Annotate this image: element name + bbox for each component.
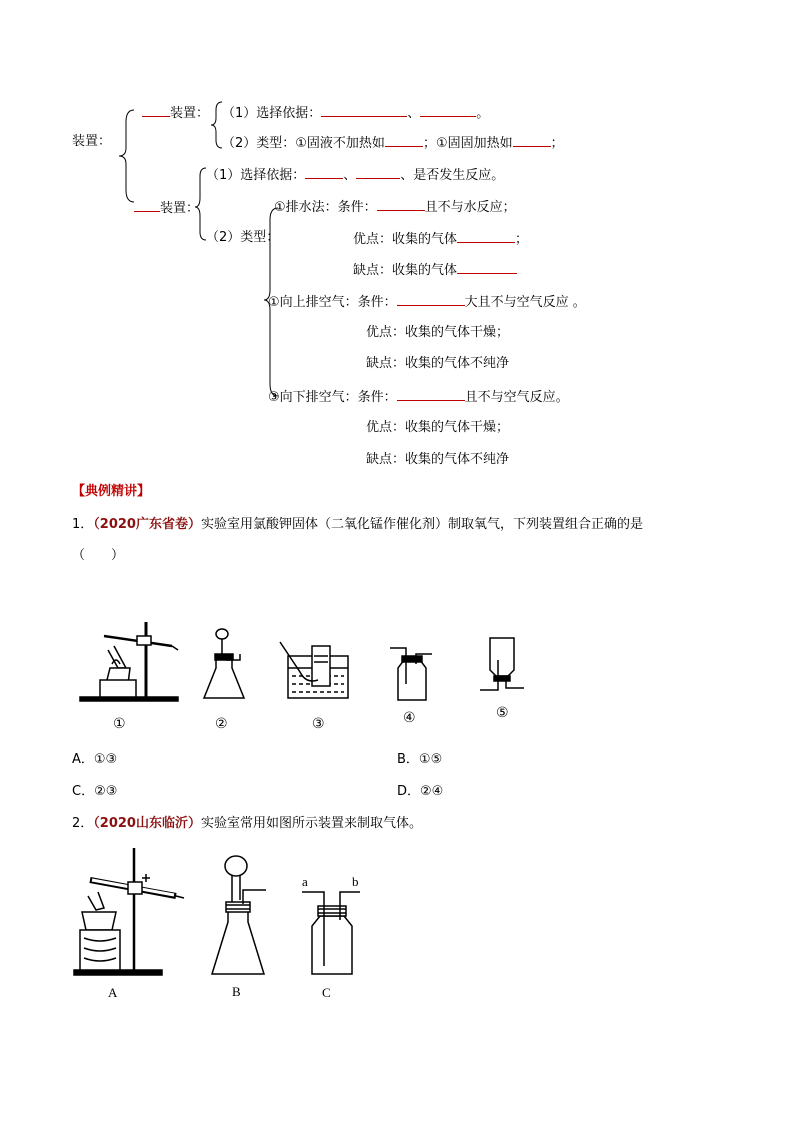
method2-row [268,293,586,311]
gen-types-row [222,134,564,152]
q1-option-c[interactable]: C．②③ [72,784,118,799]
blank[interactable] [397,388,465,401]
method3-adv: 优点：收集的气体干燥； [366,420,510,435]
outline-root-label: 装置： [72,134,112,149]
adv-label: 优点：收集的气体 [353,232,458,247]
q2-number: 2． [72,816,94,831]
q2-source: （2020山东临沂） [93,816,201,831]
blank[interactable] [457,261,517,274]
method1-dis [353,261,517,279]
method2-tail: 大且不与空气反应 。 [464,295,586,310]
end-mark: ； [550,136,564,151]
gen-device-label: 装置： [170,106,210,121]
q1-fig-label-5: ⑤ [496,705,509,721]
blank[interactable] [305,166,343,179]
q1-fig-label-2: ② [215,716,228,732]
q2-figA-heating-apparatus [74,848,184,975]
q1-text: 实验室用氯酸钾固体（二氧化锰作催化剂）制取氧气，下列装置组合正确的是 [200,517,643,532]
blank[interactable] [134,199,160,212]
q2-fig-label-B: B [232,984,241,999]
q1-fig5-inverted-bottle [480,638,524,690]
q2-figB-conical-flask [212,856,266,974]
sep: ； [422,136,436,151]
col-basis-row [206,166,504,184]
q1-option-a[interactable]: A．①③ [72,752,118,767]
method1-row [274,198,516,216]
col-device-row [134,199,199,217]
section-title: 【典例精讲】 [72,484,151,499]
q1-fig-label-3: ③ [312,716,325,732]
blank[interactable] [385,134,423,147]
blank[interactable] [513,134,551,147]
sep: 、 [343,168,357,183]
method1-adv [353,230,528,248]
blank[interactable] [420,104,476,117]
q1-number: 1． [72,517,94,532]
col-device-label: 装置： [160,201,200,216]
method1-tail: 且不与水反应； [424,200,516,215]
col-basis-label: （1）选择依据： [206,168,306,183]
q2-figC-gas-bottle [302,892,360,974]
blank[interactable] [457,230,515,243]
col-types-label: （2）类型： [206,230,280,245]
q2-tube-label-b: b [352,874,359,889]
method2-label: ①向上排空气：条件： [268,295,397,310]
q2-text: 实验室常用如图所示装置来制取气体。 [200,816,422,831]
sep: 、 [407,106,421,121]
q1-stem [72,517,643,533]
blank[interactable] [356,166,400,179]
q2-fig-label-C: C [322,985,331,1000]
q2-stem [72,816,422,832]
gen-basis-row [222,104,489,122]
method1-label: ①排水法：条件： [274,200,377,215]
blank[interactable] [377,198,425,211]
blank[interactable] [142,104,170,117]
q1-option-b[interactable]: B．①⑤ [397,752,443,767]
q2-fig-label-A: A [108,985,118,1000]
col-basis-tail: 、是否发生反应。 [400,168,505,183]
gen-type1: ①固液不加热如 [295,136,385,151]
method3-tail: 且不与空气反应。 [464,390,569,405]
gen-basis-label: （1）选择依据： [222,106,322,121]
method2-dis: 缺点：收集的气体不纯净 [366,356,510,371]
q1-fig-label-4: ④ [403,710,416,726]
q2-tube-label-a: a [302,874,308,889]
end-mark: ； [515,232,529,247]
dis-label: 缺点：收集的气体 [353,263,458,278]
method2-adv: 优点：收集的气体干燥； [366,325,510,340]
q1-option-d[interactable]: D．②④ [397,784,444,799]
blank[interactable] [397,293,465,306]
q1-source: （2020广东省卷） [93,517,201,532]
blank[interactable] [321,104,407,117]
q1-fig2-conical-flask [204,629,244,698]
end-mark: 。 [476,106,490,121]
method3-dis: 缺点：收集的气体不纯净 [366,452,510,467]
q1-fig1-heating-apparatus [80,622,178,701]
method3-row [268,388,569,406]
q1-paren: （ ） [72,548,125,563]
gen-type2: ①固固加热如 [435,136,513,151]
q1-fig-label-1: ① [113,716,126,732]
gen-types-label: （2）类型： [222,136,296,151]
q1-fig4-gas-bottle [390,648,432,700]
q1-fig3-water-trough [280,642,348,698]
method3-label: ③向下排空气：条件： [268,390,397,405]
gen-device-row [142,104,209,122]
